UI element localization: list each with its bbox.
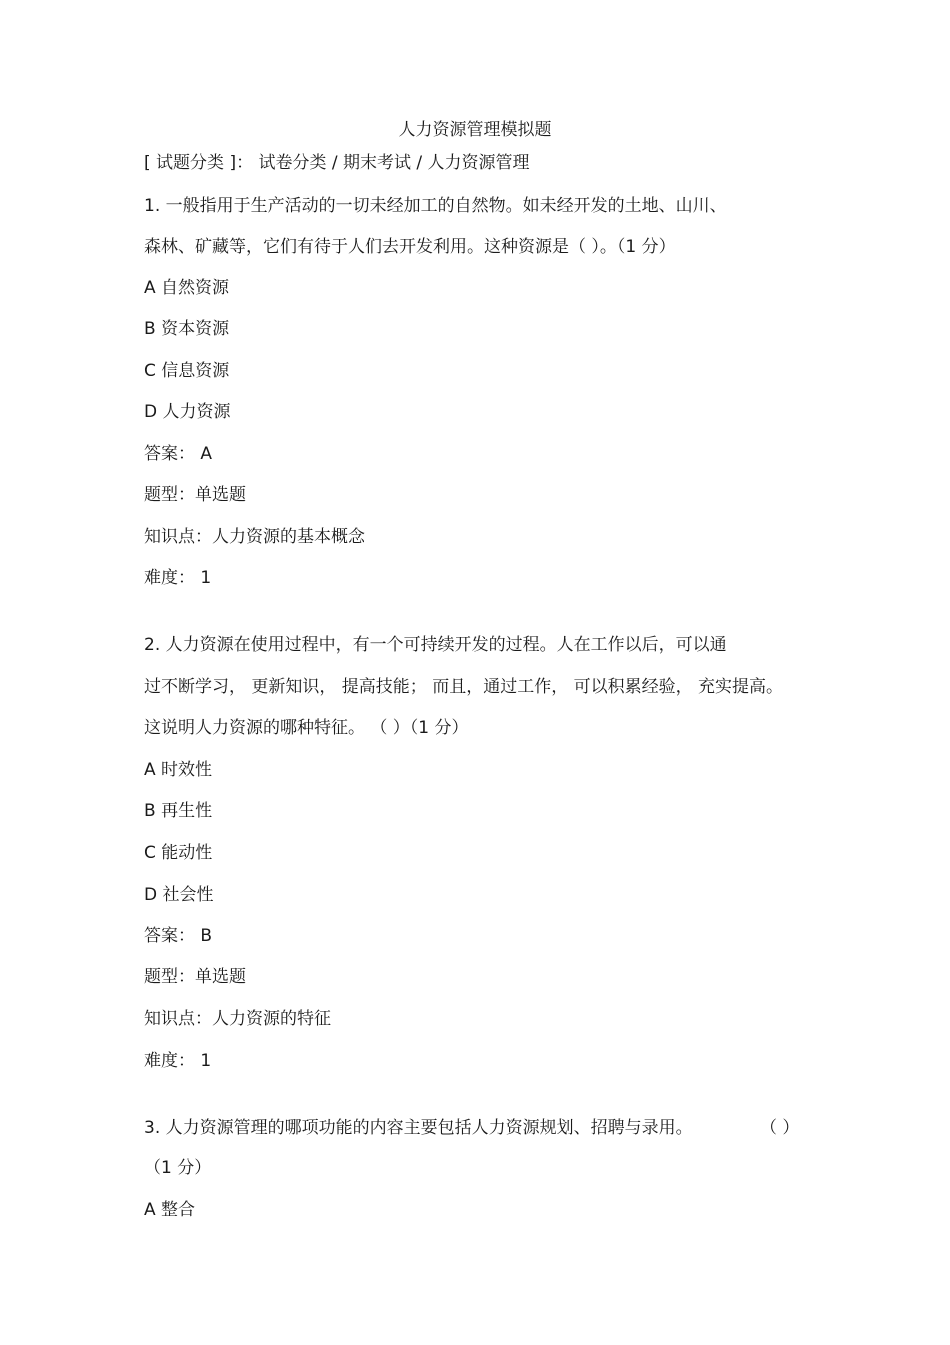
q3-stem-line1: 3. 人力资源管理的哪项功能的内容主要包括人力资源规划、招聘与录用。 [144,1118,693,1138]
q1-option-d: D 人力资源 [144,402,231,422]
q2-answer: 答案： B [144,926,213,946]
page-title: 人力资源管理模拟题 [398,120,552,140]
q2-knowledge: 知识点：人力资源的特征 [144,1009,331,1029]
q2-option-d: D 社会性 [144,885,214,905]
q1-knowledge: 知识点：人力资源的基本概念 [144,527,365,547]
q3-stem-paren: （ ） [760,1118,800,1138]
q1-option-c: C 信息资源 [144,361,230,381]
q2-difficulty: 难度： 1 [144,1051,212,1071]
q2-stem-line3: 这说明人力资源的哪种特征。 （ ）（1 分） [144,718,469,738]
q2-option-a: A 时效性 [144,760,213,780]
q3-stem-line2: （1 分） [144,1158,212,1178]
q1-stem-line1: 1. 一般指用于生产活动的一切未经加工的自然物。如未经开发的土地、山川、 [144,196,727,216]
q3-option-a: A 整合 [144,1200,196,1220]
q2-option-c: C 能动性 [144,843,213,863]
category-line: [ 试题分类 ]： 试卷分类 / 期末考试 / 人力资源管理 [144,153,530,173]
q2-stem-line2: 过不断学习， 更新知识， 提高技能； 而且，通过工作， 可以积累经验， 充实提高。 [144,677,784,697]
q1-answer: 答案： A [144,444,213,464]
q2-type: 题型：单选题 [144,967,246,987]
q1-type: 题型：单选题 [144,485,246,505]
q1-difficulty: 难度： 1 [144,568,212,588]
q1-option-a: A 自然资源 [144,278,230,298]
q2-stem-line1: 2. 人力资源在使用过程中，有一个可持续开发的过程。人在工作以后，可以通 [144,635,727,655]
q1-stem-line2: 森林、矿藏等，它们有待于人们去开发利用。这种资源是（ ）。（1 分） [144,237,676,257]
q2-option-b: B 再生性 [144,801,213,821]
q1-option-b: B 资本资源 [144,319,230,339]
